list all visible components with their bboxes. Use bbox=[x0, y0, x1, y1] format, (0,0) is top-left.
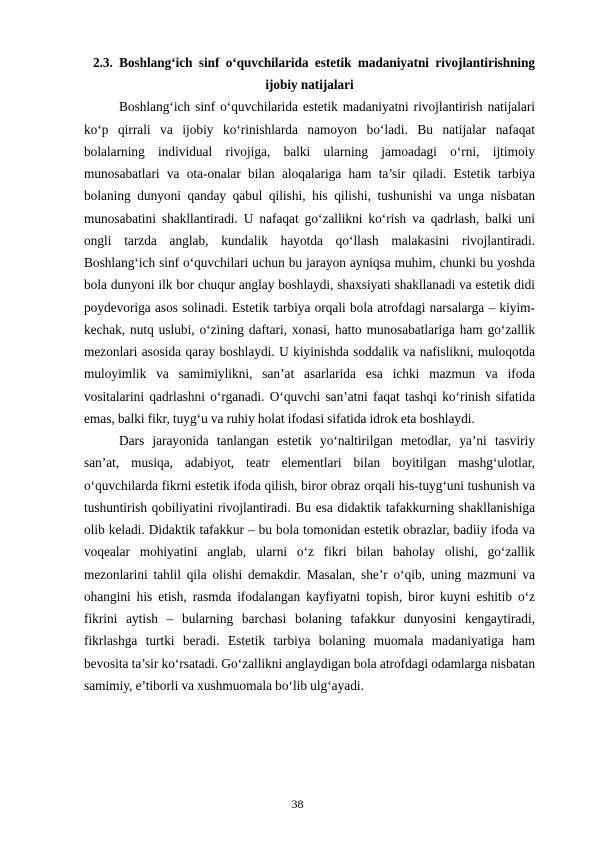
paragraph-2: Dars jarayonida tanlangan estetik yo‘naltirilgan metodlar, ya’ni tasviriy san’at, musiqa, adabiyot, teatr elementlari bilan boyitilgan mashg‘ulotlar, o‘quvchilarda fikrni estetik ifoda qilish, biror obraz orqali his-tuyg‘uni tushunish va tushuntirish qobiliyatini rivojlantiradi. Bu esa didaktik tafakkurning shakllanishiga olib keladi. Didaktik tafakkur – bu bola tomonidan estetik obrazlar, badiiy ifoda va voqealar mohiyatini anglab, ularni o‘z fikri bilan baholay olishi, go‘zallik mezonlarini tahlil qila olishi demakdir. Masalan, she’r o‘qib, uning mazmuni va ohangini his etish, rasmda ifodalangan kayfiyatni topish, biror kuyni eshitib o‘z fikrini aytish – bularning barchasi bolaning tafakkur dunyosini kengaytiradi, fikrlashga turtki beradi. Estetik tarbiya bolaning muomala madaniyatiga ham bevosita ta’sir ko‘rsatadi. Go‘zallikni anglaydigan bola atrofdagi odamlarga nisbatan samimiy, e’tiborli va xushmuomala bo‘lib ulg‘ayadi. bbox=[84, 433, 535, 693]
section-heading-line1: 2.3. Boshlang‘ich sinf o‘quvchilarida estetik madaniyatni rivojlantirishning bbox=[93, 55, 535, 70]
page-number: 38 bbox=[291, 797, 304, 811]
page-content bbox=[84, 52, 535, 697]
paragraph-1: Boshlang‘ich sinf o‘quvchilarida estetik madaniyatni rivojlantirish natijalari ko‘p qirrali va ijobiy ko‘rinishlarda namoyon bo‘ladi. Bu natijalar nafaqat bolalarning individual rivojiga, balki ularning jamoadagi o‘rni, ijtimoiy munosabatlari va ota-onalar bilan aloqalariga ham ta’sir qiladi. Estetik tarbiya bolaning dunyoni qanday qabul qilishi, his qilishi, tushunishi va unga nisbatan munosabatini shakllantiradi. U nafaqat go‘zallikni ko‘rish va qadrlash, balki uni ongli tarzda anglab, kundalik hayotda qo‘llash malakasini rivojlantiradi. Boshlang‘ich sinf o‘quvchilari uchun bu jarayon ayniqsa muhim, chunki bu yoshda bola dunyoni ilk bor chuqur anglay boshlaydi, shaxsiyati shakllanadi va estetik didi poydevoriga asos solinadi. Estetik tarbiya orqali bola atrofdagi narsalarga – kiyim-kechak, nutq uslubi, o‘zining daftari, xonasi, hatto munosabatlariga ham go‘zallik mezonlari asosida qaray boshlaydi. U kiyinishda soddalik va nafislikni, muloqotda muloyimlik va samimiylikni, san’at asarlarida esa ichki mazmun va ifoda vositalarini qadrlashni o‘rganadi. O‘quvchi san’atni faqat tashqi ko‘rinish sifatida emas, balki fikr, tuyg‘u va ruhiy holat ifodasi sifatida idrok eta boshlaydi. bbox=[84, 99, 535, 426]
section-heading bbox=[84, 52, 535, 96]
section-heading-line2: ijobiy natijalari bbox=[265, 77, 354, 93]
